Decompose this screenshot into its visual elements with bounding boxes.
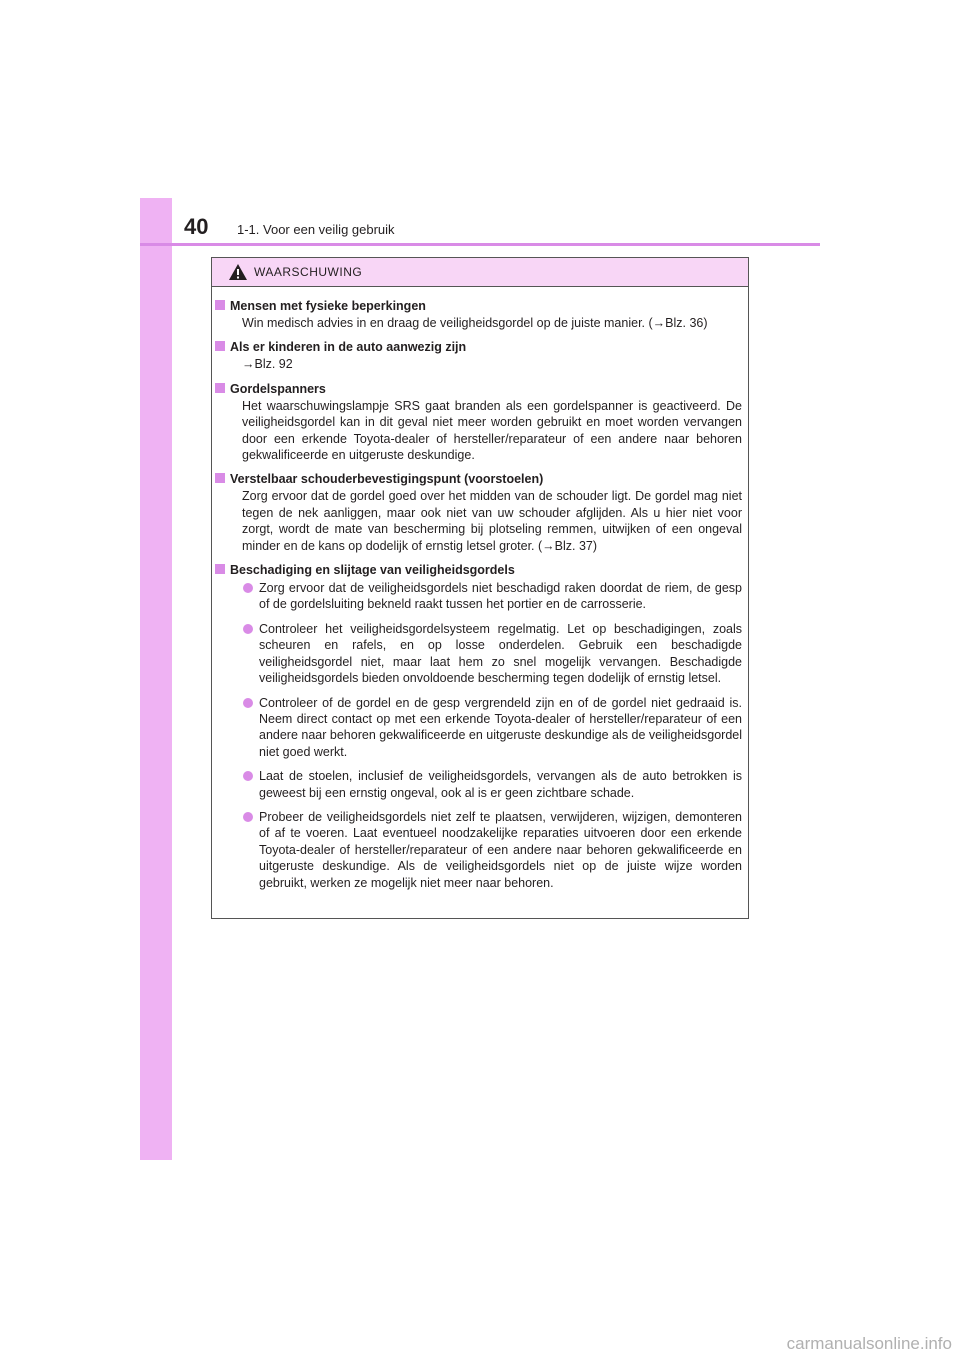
warning-triangle-icon (228, 263, 248, 281)
warning-item (212, 381, 748, 464)
item-text: →Blz. 92 (242, 357, 293, 372)
bullet-item (242, 809, 742, 891)
item-text: Win medisch advies in en draag de veiligheidsgordel op de juiste manier. (→Blz. 36) (242, 316, 708, 330)
bullet-item (242, 621, 742, 687)
bullet-text: Laat de stoelen, inclusief de veiligheidsgordels, vervangen als de auto betrokken is geweest bij een ernstig ongeval, ook al is er geen zichtbare schade. (259, 769, 742, 800)
circle-bullet-icon (243, 698, 253, 708)
bullet-text: Controleer het veiligheidsgordelsysteem regelmatig. Let op beschadigingen, zoals scheuren en rafels, en op losse onderdelen. Gebruik een beschadigde veiligheidsgordel niet, maar laat hem zo snel mogelijk vervangen. Beschadigde veiligheidsgordels bieden onvoldoende bescherming tegen dodelijk of ernstig letsel. (259, 621, 742, 686)
page-number: 40 (184, 214, 209, 239)
warning-title: WAARSCHUWING (254, 265, 363, 279)
bullet-text: Controleer of de gordel en de gesp vergrendeld zijn en of de gordel niet gedraaid is. Neem direct contact op met een erkende Toyota-dealer of hersteller/reparateur of een andere naar behoren gekwalificeerde en uitgeruste deskundige als de veiligheidsgordel niet goed werkt. (259, 695, 742, 759)
warning-item (212, 562, 748, 891)
side-tab-band (140, 198, 172, 1160)
bullet-text: Probeer de veiligheidsgordels niet zelf te plaatsen, verwijderen, wijzigen, demonteren of af te voeren. Laat eventueel noodzakelijke reparaties uitvoeren door een erkende Toyota-dealer of hersteller/reparateur of een andere naar behoren gekwalificeerde en uitgeruste deskundige. Als de veiligheidsgordels niet op de juiste wijze worden gebruikt, werken ze mogelijk niet meer naar behoren. (259, 809, 742, 890)
bullet-list (230, 580, 748, 891)
item-title: Als er kinderen in de auto aanwezig zijn (230, 340, 467, 355)
warning-body (212, 298, 748, 899)
item-title: Beschadiging en slijtage van veiligheidsgordels (230, 563, 515, 578)
warning-item (212, 298, 748, 331)
item-title: Mensen met fysieke beperkingen (230, 299, 426, 313)
square-bullet-icon (215, 300, 225, 310)
section-title: 1-1. Voor een veilig gebruik (237, 222, 395, 237)
bullet-item (242, 768, 742, 801)
circle-bullet-icon (243, 812, 253, 822)
watermark: carmanualsonline.info (786, 1334, 952, 1353)
item-text: Het waarschuwingslampje SRS gaat branden als een gordelspanner is geactiveerd. De veiligheidsgordel kan in dit geval niet meer worden gebruikt en moet worden vervangen door een erkende Toyota-dealer of hersteller/reparateur of een andere naar behoren gekwalificeerde en uitgeruste deskundige. (242, 398, 742, 463)
warning-item (212, 339, 748, 372)
square-bullet-icon (215, 564, 225, 574)
item-title: Verstelbaar schouderbevestigingspunt (voorstoelen) (230, 472, 544, 487)
bullet-item (242, 580, 742, 613)
square-bullet-icon (215, 341, 225, 351)
square-bullet-icon (215, 473, 225, 483)
circle-bullet-icon (243, 624, 253, 634)
item-title: Gordelspanners (230, 381, 326, 396)
circle-bullet-icon (243, 583, 253, 593)
warning-box (211, 257, 749, 919)
warning-header (212, 258, 748, 287)
circle-bullet-icon (243, 771, 253, 781)
warning-item (212, 471, 748, 554)
item-text: Zorg ervoor dat de gordel goed over het midden van de schouder ligt. De gordel mag niet tegen de nek aanliggen, maar ook niet van uw schouder afglijden. Als u hier niet voor zorgt, wordt de mate van bescherming bij plotseling remmen, uitwijken of een ongeval minder en de kans op dodelijk of ernstig letsel groter. (→Blz. 37) (242, 489, 742, 553)
square-bullet-icon (215, 383, 225, 393)
bullet-item (242, 695, 742, 761)
bullet-text: Zorg ervoor dat de veiligheidsgordels niet beschadigd raken doordat de riem, de gesp of de gordelsluiting bekneld raakt tussen het portier en de carrosserie. (259, 581, 742, 612)
header-rule (140, 243, 820, 246)
